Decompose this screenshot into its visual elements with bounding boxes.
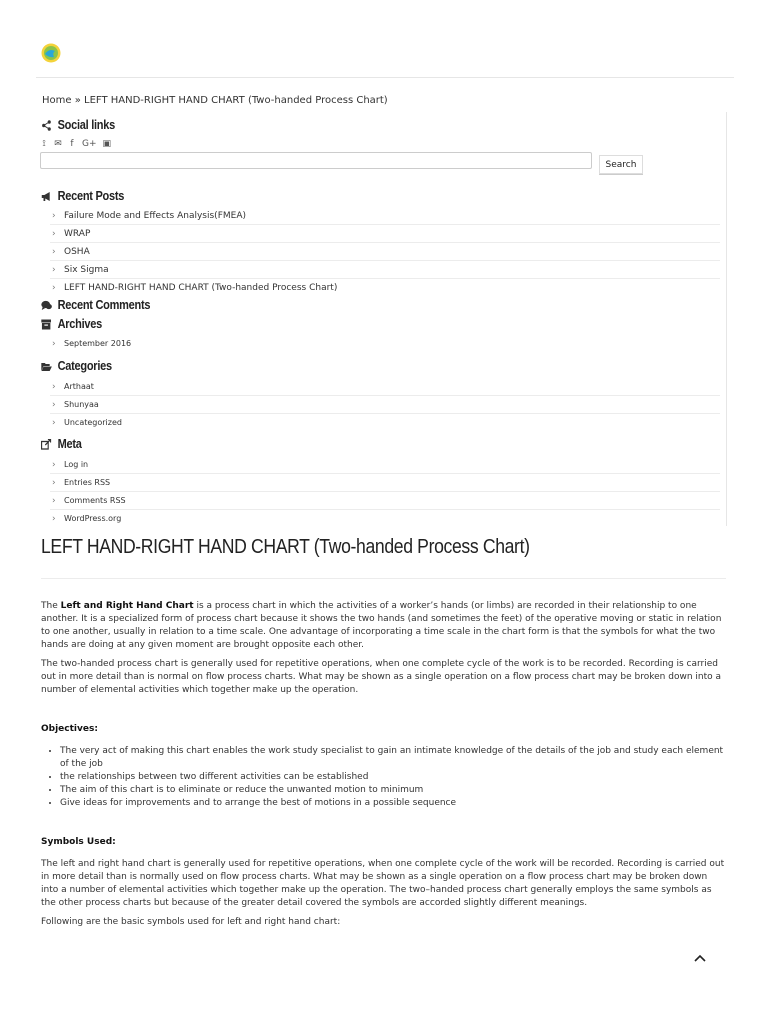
search-input[interactable] — [40, 152, 592, 169]
categories-label: Categories — [57, 359, 112, 373]
recent-posts-list — [50, 208, 720, 297]
recent-comments-label: Recent Comments — [57, 298, 151, 312]
meta-link[interactable]: › Log in — [50, 457, 720, 474]
archives-label: Archives — [57, 317, 102, 331]
recent-post-link[interactable]: › WRAP — [50, 226, 720, 243]
youtube-icon[interactable]: ▣ — [102, 139, 112, 149]
symbols-heading: Symbols Used: — [41, 837, 116, 847]
meta-list — [50, 457, 720, 528]
share-icon — [40, 119, 52, 131]
category-link[interactable]: › Uncategorized — [50, 415, 720, 431]
archive-link[interactable]: › September 2016 — [50, 336, 720, 352]
social-links-title — [40, 118, 115, 132]
paragraph-two: The two-handed process chart is generally used for repetitive operations, when one complete cycle of the work is to be recorded. Recording is carried out in more detail than is normal on flow process charts. What may be shown as a single operation on a flow process chart may be broken down into a number of elemental activities which together make up the operation. — [41, 659, 722, 695]
recent-posts-label: Recent Posts — [57, 189, 125, 203]
intro-rest-text: is a process chart in which the activities of a worker’s hands (or limbs) are recorded in their relationship to one another. It is a specialized form of process chart because it shows the two hands (and sometimes the feet) of the operative moving or static in relation to one another, usually in relation to a time scale. One advantage of incorporating a time scale in the chart form is that the symbols for what the two hands are doing at any given moment are brought opposite each other. — [41, 601, 722, 650]
intro-bold-term: Left and Right Hand Chart — [60, 601, 194, 611]
categories-title — [40, 359, 112, 373]
back-to-top-icon[interactable] — [692, 950, 708, 966]
search-button[interactable]: Search — [599, 155, 643, 174]
archive-box-icon — [40, 318, 52, 330]
header-divider — [36, 77, 734, 78]
meta-title — [40, 437, 82, 451]
megaphone-icon — [40, 190, 52, 202]
categories-list — [50, 379, 720, 432]
folder-open-icon — [40, 360, 52, 372]
following-paragraph: Following are the basic symbols used for left and right hand chart: — [41, 917, 341, 927]
sidebar — [40, 112, 727, 526]
title-divider — [41, 578, 726, 579]
objectives-heading: Objectives: — [41, 724, 98, 734]
comments-icon — [40, 299, 52, 311]
google-plus-icon[interactable]: G+ — [82, 139, 97, 149]
meta-link[interactable]: › WordPress.org — [50, 511, 720, 527]
intro-paragraph — [41, 600, 725, 652]
site-logo[interactable] — [40, 42, 62, 64]
category-link[interactable]: › Shunyaa — [50, 397, 720, 414]
symbols-paragraph: The left and right hand chart is generally used for repetitive operations, when one complete cycle of the work will be recorded. Recording is carried out in more detail than is normally used on flow process charts. What may be shown as a single operation on a flow process chart may be broken down into a number of elemental activities which together make up the operation. The two–handed process chart generally employs the same symbols as the other process charts but because of the greater detail covered the symbols are accorded slightly different meanings. — [41, 859, 725, 908]
recent-posts-title — [40, 189, 124, 203]
objective-item: • The aim of this chart is to eliminate or reduce the unwanted motion to minimum — [60, 784, 725, 797]
recent-post-link[interactable]: › Six Sigma — [50, 262, 720, 279]
recent-post-link[interactable]: › Failure Mode and Effects Analysis(FMEA) — [50, 208, 720, 225]
recent-comments-title — [40, 298, 150, 312]
objectives-list — [41, 745, 725, 810]
objective-item: • the relationships between two different activities can be established — [60, 771, 725, 784]
breadcrumb — [42, 95, 388, 106]
email-icon[interactable]: ✉ — [54, 139, 62, 149]
facebook-icon[interactable]: f — [70, 139, 74, 149]
external-link-icon — [40, 438, 52, 450]
recent-post-link[interactable]: › OSHA — [50, 244, 720, 261]
page-title: LEFT HAND-RIGHT HAND CHART (Two-handed Process Chart) — [41, 536, 530, 558]
objective-item: • Give ideas for improvements and to arrange the best of motions in a possible sequence — [60, 797, 725, 810]
objective-item: • The very act of making this chart enables the work study specialist to gain an intimate knowledge of the details of the job and study each element of the job — [60, 745, 725, 771]
category-link[interactable]: › Arthaat — [50, 379, 720, 396]
archives-title — [40, 317, 102, 331]
post-content — [41, 600, 725, 935]
social-links-label: Social links — [57, 118, 115, 132]
recent-post-link[interactable]: › LEFT HAND-RIGHT HAND CHART (Two-handed Process Chart) — [50, 280, 720, 296]
meta-label: Meta — [57, 437, 82, 451]
rss-icon[interactable]: ⟟ — [42, 139, 46, 149]
meta-link[interactable]: › Entries RSS — [50, 475, 720, 492]
archives-list — [50, 336, 720, 353]
intro-lead-text: The — [41, 601, 61, 611]
breadcrumb-home-link[interactable]: Home — [42, 95, 72, 106]
social-icons — [40, 139, 111, 149]
meta-link[interactable]: › Comments RSS — [50, 493, 720, 510]
breadcrumb-separator: » — [71, 95, 85, 106]
breadcrumb-current: LEFT HAND-RIGHT HAND CHART (Two-handed Process Chart) — [84, 95, 388, 106]
